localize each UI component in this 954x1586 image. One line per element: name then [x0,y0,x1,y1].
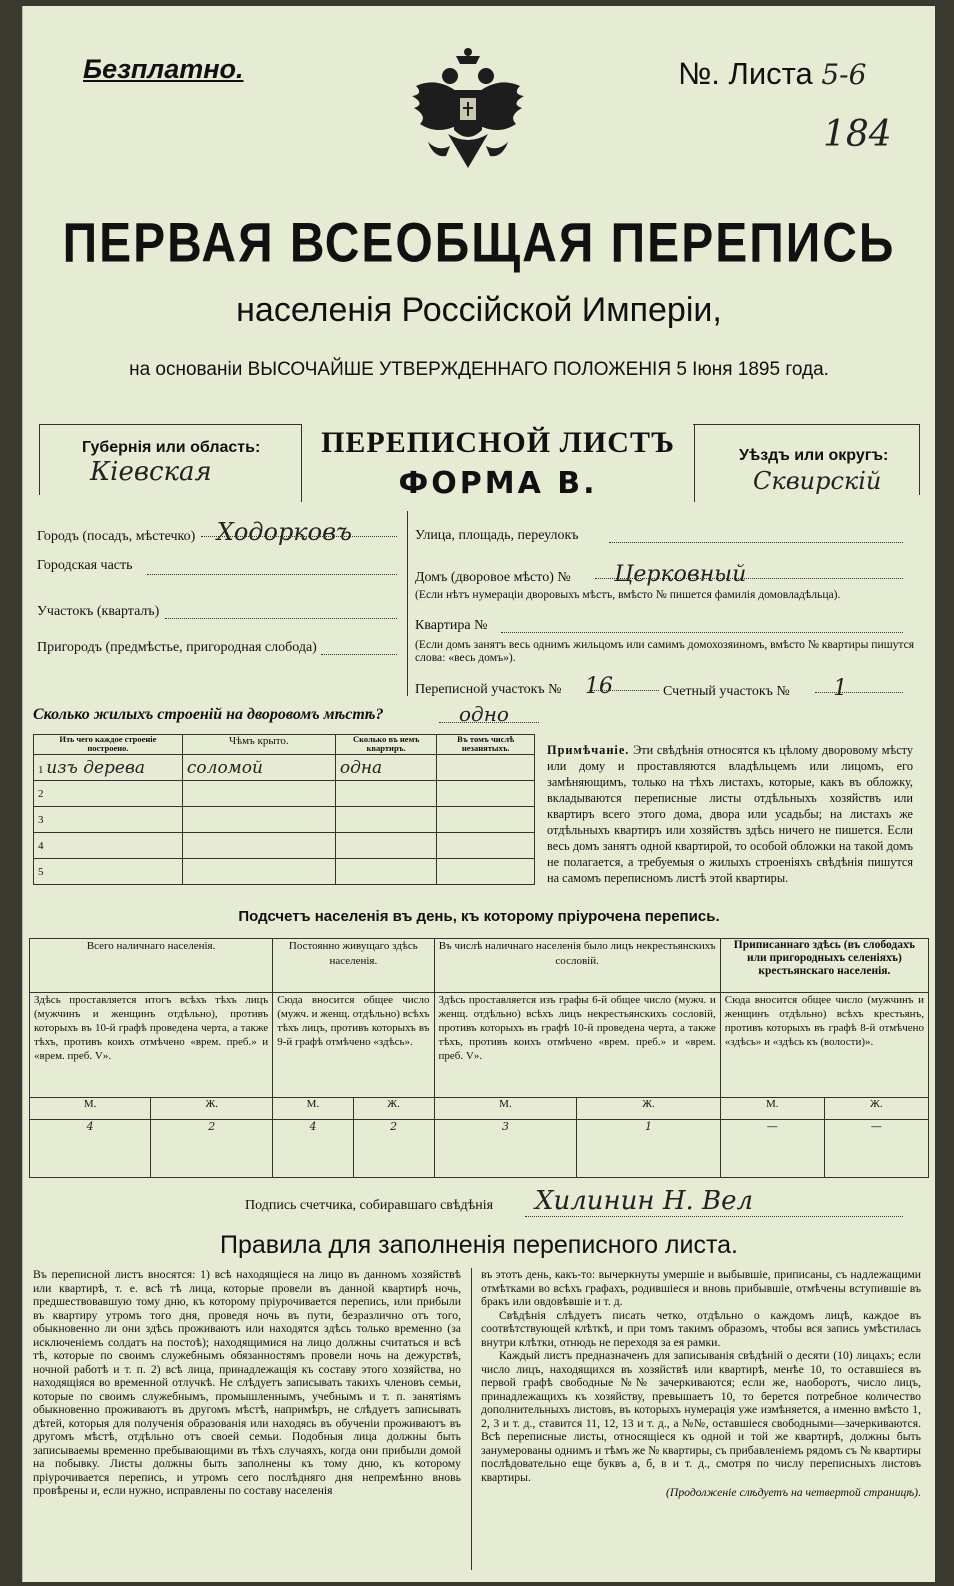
pop-col1-desc: Здѣсь проставляется итогъ всѣхъ тѣхъ лицъ (мужчинъ и женщинъ отдѣльно), противъ которыхъ въ 10-й графѣ проведена черта, а также тѣхъ, противъ коихъ отмѣчено «врем. преб.» и «врем. преб. V». [30,992,273,1097]
house-line [595,578,903,579]
buildings-question: Сколько жилыхъ строеній на дворовомъ мѣстѣ? [33,706,384,723]
row-3-apts [335,807,437,833]
pop-col1-head: Всего наличнаго населенія. [30,939,273,993]
row-1-material-value: изъ дерева [46,757,146,778]
census-sheet [22,6,935,1582]
house-value: Церковный [614,562,747,587]
rules-right-p3: Каждый листъ предназначенъ для записыванія свѣдѣній о десяти (10) лицахъ; если число лицъ, находящихся въ хозяйствѣ или квартирѣ, менѣе 10, то оставшіеся въ первой графѣ свободные №№ зачеркиваются; если же, наоборотъ, число лицъ, принадлежащихъ къ хозяйству, превышаетъ 10, то берется потребное количество дополнительныхъ листовъ, въ которыхъ нумерація уже измѣняется, а именно вмѣсто 1, 2, 3 и т. д., ставится 11, 12, 13 и т. д., а №№, оставшіеся свободными—зачеркиваются. Всѣ переписные листы, относящіеся къ одной и той же квартирѣ, должны быть занумерованы однимъ и тѣмъ же № квартиры, съ прибавленіемъ рядомъ съ № квартиры послѣдовательно еще буквъ а, б, в и т. д., смотря по числу переписныхъ листовъ квартиры. [481,1349,921,1484]
sheet-number-handwritten: 184 [823,114,892,155]
row-2-roof [182,781,335,807]
row-2-apts [335,781,437,807]
town-line [201,536,397,537]
pop-col2-head: Постоянно живущаго здѣсь населенія. [273,939,434,993]
rules-right-p2: Свѣдѣнія слѣдуетъ писать четко, отдѣльно о каждомъ лицѣ, каждое въ соотвѣтствующей клѣткѣ, и при томъ такимъ образомъ, чтобы вся запись умѣстилась внутри клѣтки, отнюдь не переходя за ея рамки. [481,1308,921,1349]
row-2-number: 2 [34,781,183,807]
pop-col3-head: Въ числѣ наличнаго населенія было лицъ некрестьянскихъ сословій. [434,939,720,993]
census-area-line [589,690,659,691]
pop-col1-female-label: Ж. [151,1097,273,1120]
form-title: ПЕРЕПИСНОЙ ЛИСТЪ [321,426,675,459]
signature-line [525,1216,903,1217]
form-letter: ФОРМА В. [398,466,598,501]
table-row [34,781,535,807]
town-value: Ходорковъ [216,518,353,546]
table-row [34,755,535,781]
signature-label: Подпись счетчика, собиравшаго свѣдѣнія [245,1198,494,1213]
pop-col3-female: 1 [577,1120,720,1178]
pop-col2-male: 4 [273,1120,354,1178]
pop-col2-male-label: М. [273,1097,354,1120]
row-1-material [34,755,183,781]
count-area-line [815,692,903,693]
district-label: Уѣздъ или округъ: [739,447,889,464]
town-label: Городъ (посадъ, мѣстечко) [37,529,196,544]
basis-text: на основаніи ВЫСОЧАЙШЕ УТВЕРЖДЕННАГО ПОЛОЖЕНІЯ 5 Іюня 1895 года. [129,359,829,380]
main-title: ПЕРВАЯ ВСЕОБЩАЯ ПЕРЕПИСЬ [62,213,896,274]
sheet-number-label: №. Листа [678,56,813,91]
population-table [29,938,929,1178]
row-4-roof [182,833,335,859]
district-box [693,424,920,495]
plot-line [165,618,397,619]
row-4-apts [335,833,437,859]
suburb-label: Пригородъ (предмѣстье, пригородная слобода) [37,640,317,655]
house-field [415,562,746,587]
pop-col4-male: — [720,1120,824,1178]
row-5-roof [182,859,335,885]
row-3-roof [182,807,335,833]
col-roof-header: Чѣмъ крыто. [182,735,335,755]
census-area-label: Переписной участокъ № [415,682,562,697]
row-3-vacant [437,807,535,833]
row-1-roof: соломой [182,755,335,781]
pop-col4-desc: Сюда вносится общее число (мужчинъ и женщинъ отдѣльно) всѣхъ крестьянъ, противъ которыхъ въ графѣ 8-й отмѣчено «здѣсь» и «здѣсь къ (волости)». [720,992,928,1097]
rules-right-p1: въ этотъ день, какъ-то: вычеркнуты умершіе и выбывшіе, приписаны, съ надлежащими отмѣтками во всѣхъ графахъ, родившіеся и вновь прибывшіе, отмѣчены вступившіе въ бракъ или овдовѣвшіе и т. д. [481,1268,921,1308]
pop-col1-male: 4 [30,1120,151,1178]
row-1-number: 1 [38,763,44,776]
col-apts-header: Сколько въ немъ квартиръ. [335,735,437,755]
street-line [609,542,903,543]
col-vacant-header: Въ томъ числѣ незанятыхъ. [437,735,535,755]
pop-col1-female: 2 [151,1120,273,1178]
count-area-value: 1 [833,676,848,701]
census-area-field [415,674,613,699]
note-text: Эти свѣдѣнія относятся къ цѣлому дворовому мѣсту или дому и проставляются владѣльцемъ или лицомъ, его замѣняющимъ, только на тѣхъ листахъ, которые, какъ въ обложку, вкладываются переписные листы отдѣльныхъ хозяйствъ или квартиръ всего этого дома, двора или усадьбы; на листахъ же отдѣльныхъ квартиръ или хозяйствъ здѣсь ничего не пишется. Если весь домъ занятъ одной квартирой, то особой обложки на такой домъ не полагается, а требуемыя о жилыхъ строеніяхъ свѣдѣнія пишутся на самомъ переписномъ листѣ этой квартиры. [547,743,914,885]
rules-continued: (Продолженіе слѣдуетъ на четвертой страницѣ). [666,1486,921,1499]
row-3-number: 3 [34,807,183,833]
row-4-number: 4 [34,833,183,859]
street-label: Улица, площадь, переулокъ [415,528,579,543]
pop-col2-female: 2 [353,1120,434,1178]
suburb-line [321,654,397,655]
rules-right-column [481,1268,921,1500]
address-divider [407,511,408,696]
census-area-value: 16 [585,674,614,699]
pop-col3-male: 3 [434,1120,577,1178]
buildings-answer-line [439,722,539,723]
free-label: Безплатно. [83,54,244,84]
population-title: Подсчетъ населенія въ день, къ которому пріурочена перепись. [238,908,720,925]
row-5-apts [335,859,437,885]
pop-col4-female-label: Ж. [824,1097,928,1120]
sheet-number-value: 5-6 [821,58,867,91]
note-title: Примѣчаніе. [547,743,630,757]
province-box [39,424,302,495]
apt-note: (Если домъ занятъ весь однимъ жильцомъ или самимъ домохозяиномъ, вмѣсто № квартиры пишутся слова: «весь домъ»). [415,638,915,664]
table-row [34,833,535,859]
pop-col3-desc: Здѣсь проставляется изъ графы 6-й общее число (мужч. и женщ. отдѣльно) всѣхъ лицъ некрестьянскихъ сословій, противъ которыхъ въ графѣ 10-й проведена черта, а также тѣхъ, противъ коихъ отмѣчено «врем. преб.» и «врем. преб. V». [434,992,720,1097]
table-row [34,859,535,885]
signature-value: Хилинин Н. Вел [535,1186,754,1216]
form-title-box [301,424,695,502]
plot-label: Участокъ (кварталъ) [37,604,160,619]
double-headed-eagle-emblem [408,46,528,186]
table-row [34,807,535,833]
apt-label: Квартира № [415,618,488,633]
buildings-answer: одно [459,702,509,726]
subtitle: населенія Россійской Имперіи, [236,291,722,329]
row-5-number: 5 [34,859,183,885]
pop-col1-male-label: М. [30,1097,151,1120]
pop-col4-male-label: М. [720,1097,824,1120]
row-1-vacant [437,755,535,781]
city-part-line [147,574,397,575]
row-2-vacant [437,781,535,807]
district-value: Сквирскій [753,467,882,495]
rules-title: Правила для заполненія переписного листа. [220,1231,738,1259]
row-4-vacant [437,833,535,859]
province-label: Губернія или область: [82,439,261,456]
pop-col4-head: Приписаннаго здѣсь (въ слободахъ или пригородныхъ селеніяхъ) крестьянскаго населенія. [720,939,928,993]
town-field [37,518,393,546]
pop-col2-desc: Сюда вносится общее число (мужч. и женщ. отдѣльно) всѣхъ тѣхъ лицъ, противъ которыхъ въ 9-й графѣ отмѣчено «здѣсь». [273,992,434,1097]
pop-col2-female-label: Ж. [353,1097,434,1120]
row-1-apts: одна [335,755,437,781]
col-material-header: Изъ чего каждое строеніе построено. [34,735,183,755]
pop-col3-male-label: М. [434,1097,577,1120]
city-part-label: Городская часть [37,558,133,573]
province-value: Кіевская [90,457,212,487]
pop-col4-female: — [824,1120,928,1178]
rules-left-column: Въ переписной листъ вносятся: 1) всѣ находящіеся на лицо въ данномъ хозяйствѣ или квартирѣ, т. е. всѣ тѣ лица, которые провели въ данной квартирѣ ночь, предшествовавшую тому дню, къ которому пріурочивается перепись, или прибыли въ квартиру утромъ того дня, проведя ночь въ пути, безразлично отъ того, обыкновенно ли они здѣсь проживаютъ или находятся здѣсь только временно (за исключеніемъ солдатъ на постоѣ); находящимися на лицо должны считаться и всѣ тѣ, которые по своимъ служебнымъ обязанностямъ провели ночь на дежурствѣ, ночной работѣ и т. п. 2) всѣ лица, принадлежащія къ составу этого хозяйства, но находящіяся во временной отлучкѣ. Не слѣдуетъ записывать такихъ членовъ семьи, которые по своимъ служебнымъ, промышленнымъ, учебнымъ и т. п. занятіямъ обыкновенно проживаютъ въ другомъ мѣстѣ, напримѣръ, не слѣдуетъ записывать дѣтей, которыя для полученія образованія или находясь въ обученіи проживаютъ въ другомъ мѣстѣ, отдѣльно отъ своей семьи. Подобныя лица должны быть записываемы временно пребывающими въ тѣхъ случаяхъ, когда они прибыли домой на побывку. Листы должны быть заполнены къ тому дню, къ которому пріурочивается перепись, и утромъ сего послѣдняго дня непремѣнно вновь провѣрены и, если нужно, исправлены по составу населенія [33,1268,461,1497]
sheet-number [678,56,866,92]
buildings-note [547,742,913,886]
house-label: Домъ (дворовое мѣсто) № [415,570,571,585]
apt-line [501,632,903,633]
house-note: (Если нѣтъ нумераціи дворовыхъ мѣстъ, вмѣсто № пишется фамилія домовладѣльца). [415,588,841,601]
count-area-field [663,676,847,701]
rules-divider [471,1268,472,1570]
row-5-vacant [437,859,535,885]
count-area-label: Счетный участокъ № [663,684,790,699]
buildings-table [33,734,535,885]
pop-col3-female-label: Ж. [577,1097,720,1120]
